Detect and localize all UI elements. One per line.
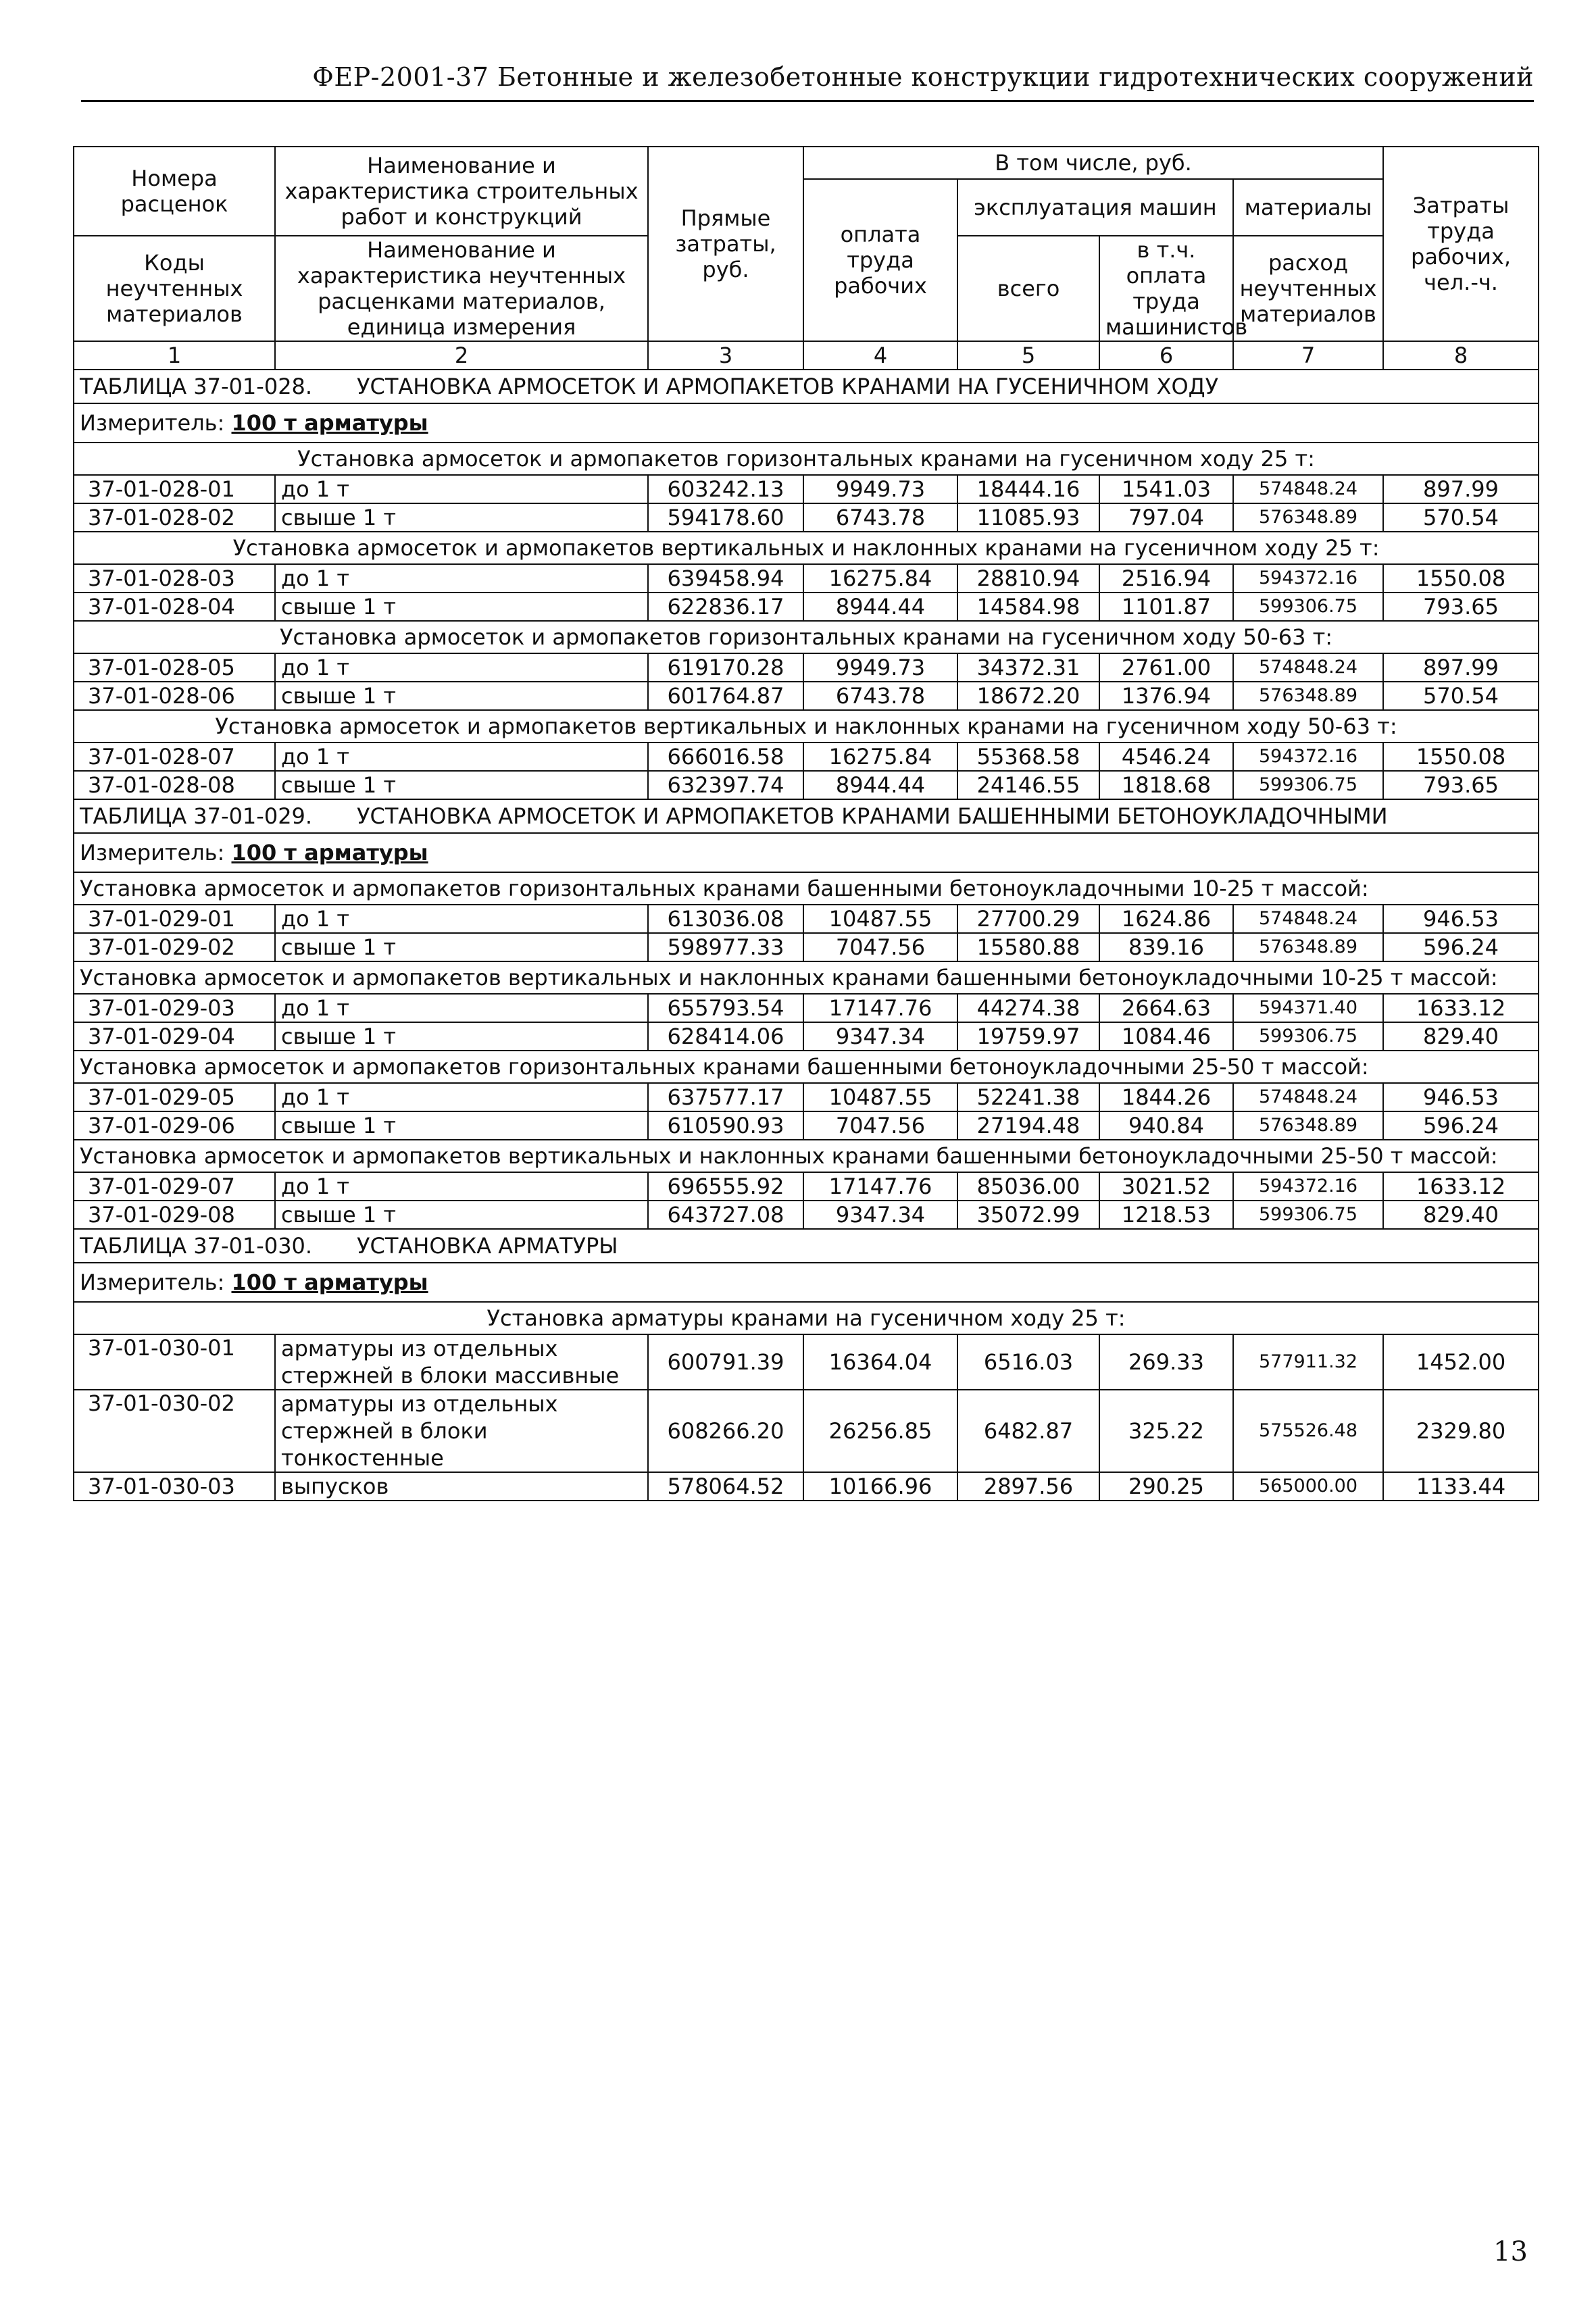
- wages: 7047.56: [803, 1111, 957, 1140]
- table-title-row: [74, 1229, 1539, 1263]
- wages: 9347.34: [803, 1201, 957, 1229]
- group-title-row: [74, 532, 1539, 564]
- measure-row: [74, 1263, 1539, 1302]
- work-name: свыше 1 т: [275, 593, 648, 621]
- group-title: Установка армосеток и армопакетов вертикальных и наклонных кранами на гусеничном ходу 50-63 т:: [74, 710, 1539, 743]
- materials: 599306.75: [1233, 1201, 1383, 1229]
- table-row: [74, 1083, 1539, 1111]
- col-name-top: Наименование и характеристика строительных работ и конструкций: [275, 147, 648, 236]
- direct-cost: 578064.52: [648, 1472, 803, 1501]
- col-machines: эксплуатация машин: [957, 179, 1233, 236]
- direct-cost: 643727.08: [648, 1201, 803, 1229]
- col-number: 6: [1099, 341, 1233, 370]
- machines-total: 35072.99: [957, 1201, 1099, 1229]
- work-name: до 1 т: [275, 653, 648, 682]
- col-number: 1: [74, 341, 275, 370]
- materials: 594372.16: [1233, 564, 1383, 593]
- direct-cost: 655793.54: [648, 994, 803, 1022]
- rate-code: 37-01-028-01: [74, 475, 275, 503]
- machines-total: 28810.94: [957, 564, 1099, 593]
- wages: 8944.44: [803, 593, 957, 621]
- col-wages: оплата труда рабочих: [803, 179, 957, 341]
- machines-total: 44274.38: [957, 994, 1099, 1022]
- wages: 6743.78: [803, 682, 957, 710]
- wages: 10166.96: [803, 1472, 957, 1501]
- group-title-row: [74, 621, 1539, 653]
- col-number: 3: [648, 341, 803, 370]
- wages: 16364.04: [803, 1334, 957, 1390]
- direct-cost: 608266.20: [648, 1390, 803, 1472]
- machines-total: 15580.88: [957, 933, 1099, 961]
- group-title: Установка армосеток и армопакетов горизонтальных кранами на гусеничном ходу 50-63 т:: [74, 621, 1539, 653]
- materials: 576348.89: [1233, 1111, 1383, 1140]
- table-number: ТАБЛИЦА 37-01-028.: [80, 374, 313, 399]
- work-name: свыше 1 т: [275, 771, 648, 799]
- labor: 2329.80: [1383, 1390, 1539, 1472]
- group-title-row: [74, 710, 1539, 743]
- work-name: арматуры из отдельных стержней в блоки тонкостенные: [275, 1390, 648, 1472]
- col-direct: Прямые затраты, руб.: [648, 147, 803, 341]
- work-name: свыше 1 т: [275, 1022, 648, 1051]
- group-title: Установка армосеток и армопакетов горизонтальных кранами башенными бетоноукладочными 10-25 т массой:: [74, 872, 1539, 905]
- direct-cost: 601764.87: [648, 682, 803, 710]
- col-code-top: Номера расценок: [74, 147, 275, 236]
- materials: 577911.32: [1233, 1334, 1383, 1390]
- col-number: 4: [803, 341, 957, 370]
- machines-wages: 3021.52: [1099, 1172, 1233, 1201]
- measure-label: Измеритель:: [80, 410, 225, 436]
- materials: 576348.89: [1233, 682, 1383, 710]
- running-header: ФЕР-2001-37 Бетонные и железобетонные конструкции гидротехнических сооружений: [312, 62, 1534, 92]
- labor: 897.99: [1383, 653, 1539, 682]
- group-title: Установка армосеток и армопакетов горизонтальных кранами на гусеничном ходу 25 т:: [74, 443, 1539, 475]
- machines-total: 18444.16: [957, 475, 1099, 503]
- labor: 897.99: [1383, 475, 1539, 503]
- group-title-row: [74, 1140, 1539, 1172]
- rate-code: 37-01-029-05: [74, 1083, 275, 1111]
- measure-label: Измеритель:: [80, 1269, 225, 1295]
- wages: 17147.76: [803, 994, 957, 1022]
- group-title-row: [74, 961, 1539, 994]
- rate-code: 37-01-028-05: [74, 653, 275, 682]
- group-title: Установка армосеток и армопакетов вертикальных и наклонных кранами башенными бетоноукладочными 25-50 т массой:: [74, 1140, 1539, 1172]
- table-title: [74, 1229, 1539, 1263]
- labor: 793.65: [1383, 593, 1539, 621]
- table-name: УСТАНОВКА АРМОСЕТОК И АРМОПАКЕТОВ КРАНАМИ НА ГУСЕНИЧНОМ ХОДУ: [357, 374, 1219, 399]
- measure-cell: [74, 403, 1539, 443]
- direct-cost: 598977.33: [648, 933, 803, 961]
- machines-wages: 1218.53: [1099, 1201, 1233, 1229]
- rate-code: 37-01-030-02: [74, 1390, 275, 1472]
- machines-wages: 2664.63: [1099, 994, 1233, 1022]
- machines-total: 52241.38: [957, 1083, 1099, 1111]
- materials: 594372.16: [1233, 1172, 1383, 1201]
- group-title-row: [74, 1051, 1539, 1083]
- wages: 8944.44: [803, 771, 957, 799]
- machines-wages: 1541.03: [1099, 475, 1233, 503]
- table-body: [74, 370, 1539, 1501]
- col-number: 2: [275, 341, 648, 370]
- group-title-row: [74, 872, 1539, 905]
- machines-total: 34372.31: [957, 653, 1099, 682]
- rate-code: 37-01-029-04: [74, 1022, 275, 1051]
- header-rule: [81, 100, 1534, 102]
- rate-code: 37-01-029-02: [74, 933, 275, 961]
- col-materials-unaccounted: расход неучтенных материалов: [1233, 236, 1383, 341]
- work-name: арматуры из отдельных стержней в блоки массивные: [275, 1334, 648, 1390]
- table-row: [74, 1022, 1539, 1051]
- work-name: свыше 1 т: [275, 503, 648, 532]
- rate-code: 37-01-029-08: [74, 1201, 275, 1229]
- machines-wages: 839.16: [1099, 933, 1233, 961]
- labor: 1452.00: [1383, 1334, 1539, 1390]
- machines-total: 24146.55: [957, 771, 1099, 799]
- direct-cost: 594178.60: [648, 503, 803, 532]
- wages: 9347.34: [803, 1022, 957, 1051]
- labor: 1633.12: [1383, 1172, 1539, 1201]
- wages: 16275.84: [803, 743, 957, 771]
- materials: 576348.89: [1233, 503, 1383, 532]
- wages: 17147.76: [803, 1172, 957, 1201]
- table-name: УСТАНОВКА АРМОСЕТОК И АРМОПАКЕТОВ КРАНАМИ БАШЕННЫМИ БЕТОНОУКЛАДОЧНЫМИ: [357, 803, 1388, 829]
- col-machines-wages: в т.ч. оплата труда машинистов: [1099, 236, 1233, 341]
- rate-code: 37-01-029-07: [74, 1172, 275, 1201]
- materials: 599306.75: [1233, 771, 1383, 799]
- rate-code: 37-01-028-07: [74, 743, 275, 771]
- machines-total: 14584.98: [957, 593, 1099, 621]
- materials: 574848.24: [1233, 905, 1383, 933]
- measure-cell: [74, 833, 1539, 872]
- wages: 10487.55: [803, 1083, 957, 1111]
- table-row: [74, 1172, 1539, 1201]
- table-row: [74, 1201, 1539, 1229]
- col-number: 7: [1233, 341, 1383, 370]
- table-row: [74, 933, 1539, 961]
- direct-cost: 639458.94: [648, 564, 803, 593]
- work-name: свыше 1 т: [275, 1111, 648, 1140]
- page-number: 13: [1493, 2236, 1528, 2267]
- wages: 7047.56: [803, 933, 957, 961]
- col-labor: Затраты труда рабочих, чел.-ч.: [1383, 147, 1539, 341]
- table-row: [74, 653, 1539, 682]
- machines-wages: 4546.24: [1099, 743, 1233, 771]
- table-name: УСТАНОВКА АРМАТУРЫ: [357, 1233, 618, 1259]
- work-name: до 1 т: [275, 1172, 648, 1201]
- materials: 574848.24: [1233, 653, 1383, 682]
- table-row: [74, 994, 1539, 1022]
- materials: 575526.48: [1233, 1390, 1383, 1472]
- materials: 599306.75: [1233, 1022, 1383, 1051]
- labor: 1550.08: [1383, 743, 1539, 771]
- group-title: Установка арматуры кранами на гусеничном ходу 25 т:: [74, 1302, 1539, 1334]
- machines-wages: 797.04: [1099, 503, 1233, 532]
- table-row: [74, 743, 1539, 771]
- machines-total: 27194.48: [957, 1111, 1099, 1140]
- col-code-bottom: Коды неучтенных материалов: [74, 236, 275, 341]
- rate-code: 37-01-028-02: [74, 503, 275, 532]
- machines-total: 85036.00: [957, 1172, 1099, 1201]
- machines-wages: 1844.26: [1099, 1083, 1233, 1111]
- direct-cost: 632397.74: [648, 771, 803, 799]
- group-title-row: [74, 443, 1539, 475]
- materials: 594372.16: [1233, 743, 1383, 771]
- labor: 596.24: [1383, 1111, 1539, 1140]
- labor: 570.54: [1383, 503, 1539, 532]
- measure-row: [74, 833, 1539, 872]
- machines-wages: 325.22: [1099, 1390, 1233, 1472]
- work-name: до 1 т: [275, 564, 648, 593]
- work-name: до 1 т: [275, 905, 648, 933]
- direct-cost: 637577.17: [648, 1083, 803, 1111]
- group-title: Установка армосеток и армопакетов вертикальных и наклонных кранами башенными бетоноукладочными 10-25 т массой:: [74, 961, 1539, 994]
- table-row: [74, 475, 1539, 503]
- table-number: ТАБЛИЦА 37-01-030.: [80, 1233, 313, 1259]
- rate-code: 37-01-028-06: [74, 682, 275, 710]
- direct-cost: 628414.06: [648, 1022, 803, 1051]
- machines-total: 55368.58: [957, 743, 1099, 771]
- wages: 9949.73: [803, 475, 957, 503]
- table-row: [74, 682, 1539, 710]
- rate-code: 37-01-028-04: [74, 593, 275, 621]
- wages: 16275.84: [803, 564, 957, 593]
- measure-row: [74, 403, 1539, 443]
- col-materials: материалы: [1233, 179, 1383, 236]
- work-name: до 1 т: [275, 994, 648, 1022]
- table-row: [74, 503, 1539, 532]
- measure-label: Измеритель:: [80, 840, 225, 865]
- table-row: [74, 771, 1539, 799]
- table-row: [74, 564, 1539, 593]
- machines-wages: 269.33: [1099, 1334, 1233, 1390]
- wages: 10487.55: [803, 905, 957, 933]
- machines-total: 27700.29: [957, 905, 1099, 933]
- labor: 1633.12: [1383, 994, 1539, 1022]
- machines-total: 18672.20: [957, 682, 1099, 710]
- labor: 946.53: [1383, 1083, 1539, 1111]
- direct-cost: 622836.17: [648, 593, 803, 621]
- table-title: [74, 799, 1539, 833]
- table-row: [74, 1334, 1539, 1390]
- materials: 576348.89: [1233, 933, 1383, 961]
- work-name: свыше 1 т: [275, 682, 648, 710]
- direct-cost: 696555.92: [648, 1172, 803, 1201]
- labor: 946.53: [1383, 905, 1539, 933]
- labor: 570.54: [1383, 682, 1539, 710]
- machines-total: 6482.87: [957, 1390, 1099, 1472]
- machines-total: 19759.97: [957, 1022, 1099, 1051]
- direct-cost: 666016.58: [648, 743, 803, 771]
- machines-wages: 1376.94: [1099, 682, 1233, 710]
- rate-code: 37-01-028-03: [74, 564, 275, 593]
- wages: 26256.85: [803, 1390, 957, 1472]
- table-row: [74, 1390, 1539, 1472]
- measure-value: 100 т арматуры: [231, 840, 428, 865]
- rate-code: 37-01-029-06: [74, 1111, 275, 1140]
- table-number: ТАБЛИЦА 37-01-029.: [80, 803, 313, 829]
- wages: 6743.78: [803, 503, 957, 532]
- col-number: 8: [1383, 341, 1539, 370]
- work-name: до 1 т: [275, 475, 648, 503]
- machines-wages: 1101.87: [1099, 593, 1233, 621]
- machines-total: 2897.56: [957, 1472, 1099, 1501]
- materials: 594371.40: [1233, 994, 1383, 1022]
- materials: 574848.24: [1233, 475, 1383, 503]
- machines-wages: 2761.00: [1099, 653, 1233, 682]
- col-number: 5: [957, 341, 1099, 370]
- col-name-bottom: Наименование и характеристика неучтенных расценками материалов, единица измерения: [275, 236, 648, 341]
- rate-code: 37-01-029-01: [74, 905, 275, 933]
- labor: 793.65: [1383, 771, 1539, 799]
- table-title-row: [74, 370, 1539, 403]
- materials: 574848.24: [1233, 1083, 1383, 1111]
- table-row: [74, 593, 1539, 621]
- measure-value: 100 т арматуры: [231, 410, 428, 436]
- work-name: свыше 1 т: [275, 933, 648, 961]
- direct-cost: 610590.93: [648, 1111, 803, 1140]
- materials: 599306.75: [1233, 593, 1383, 621]
- labor: 1550.08: [1383, 564, 1539, 593]
- direct-cost: 603242.13: [648, 475, 803, 503]
- group-title-row: [74, 1302, 1539, 1334]
- labor: 1133.44: [1383, 1472, 1539, 1501]
- measure-value: 100 т арматуры: [231, 1269, 428, 1295]
- direct-cost: 600791.39: [648, 1334, 803, 1390]
- rate-code: 37-01-030-01: [74, 1334, 275, 1390]
- rate-code: 37-01-030-03: [74, 1472, 275, 1501]
- machines-total: 6516.03: [957, 1334, 1099, 1390]
- rate-code: 37-01-029-03: [74, 994, 275, 1022]
- group-title: Установка армосеток и армопакетов вертикальных и наклонных кранами на гусеничном ходу 25 т:: [74, 532, 1539, 564]
- wages: 9949.73: [803, 653, 957, 682]
- rates-table: [73, 146, 1539, 1501]
- direct-cost: 613036.08: [648, 905, 803, 933]
- table-title: [74, 370, 1539, 403]
- table-title-row: [74, 799, 1539, 833]
- work-name: свыше 1 т: [275, 1201, 648, 1229]
- work-name: до 1 т: [275, 1083, 648, 1111]
- machines-wages: 1818.68: [1099, 771, 1233, 799]
- table-row: [74, 905, 1539, 933]
- table-row: [74, 1111, 1539, 1140]
- col-machines-total: всего: [957, 236, 1099, 341]
- machines-wages: 1084.46: [1099, 1022, 1233, 1051]
- machines-wages: 290.25: [1099, 1472, 1233, 1501]
- machines-total: 11085.93: [957, 503, 1099, 532]
- direct-cost: 619170.28: [648, 653, 803, 682]
- machines-wages: 1624.86: [1099, 905, 1233, 933]
- work-name: до 1 т: [275, 743, 648, 771]
- table-row: [74, 1472, 1539, 1501]
- work-name: выпусков: [275, 1472, 648, 1501]
- machines-wages: 2516.94: [1099, 564, 1233, 593]
- measure-cell: [74, 1263, 1539, 1302]
- col-incl: В том числе, руб.: [803, 147, 1383, 179]
- group-title: Установка армосеток и армопакетов горизонтальных кранами башенными бетоноукладочными 25-50 т массой:: [74, 1051, 1539, 1083]
- labor: 596.24: [1383, 933, 1539, 961]
- labor: 829.40: [1383, 1022, 1539, 1051]
- materials: 565000.00: [1233, 1472, 1383, 1501]
- labor: 829.40: [1383, 1201, 1539, 1229]
- rate-code: 37-01-028-08: [74, 771, 275, 799]
- machines-wages: 940.84: [1099, 1111, 1233, 1140]
